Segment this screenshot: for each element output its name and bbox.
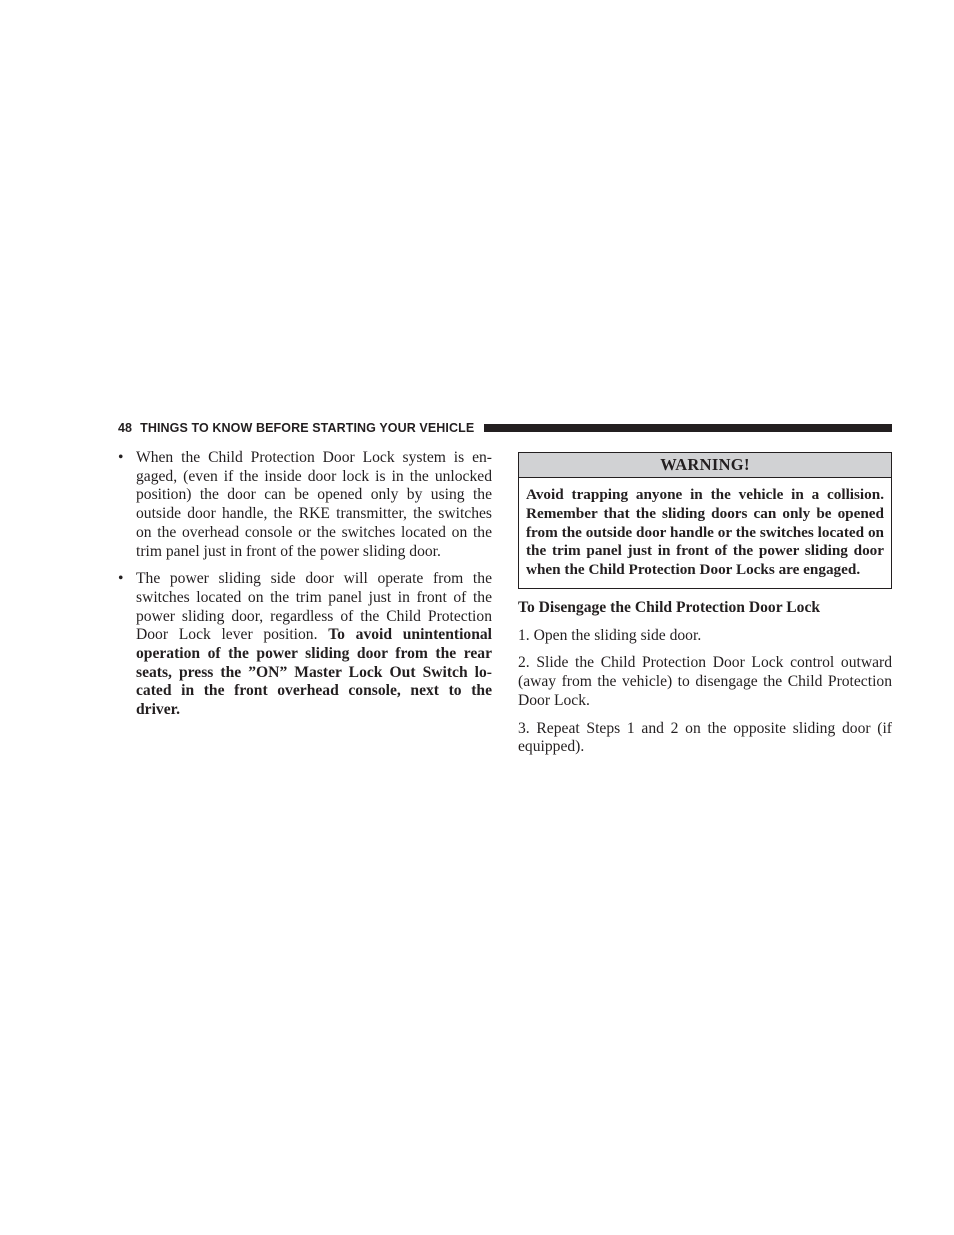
list-item [118,570,492,720]
warning-title: WARNING! [519,453,891,478]
header-text [118,420,474,436]
step-3: 3. Repeat Steps 1 and 2 on the opposite sliding door (if equipped). [518,719,892,756]
left-column [118,449,492,729]
bullet-icon: • [118,449,124,466]
step-2: 2. Slide the Child Protection Door Lock control outward (away from the vehicle) to disengage the Child Protection Door Lock. [518,654,892,709]
list-item [118,449,492,561]
bullet-text: When the Child Protection Door Lock system is en-gaged, (even if the inside door lock is in the unlocked position) the door can be opened only by using the outside door handle, the RKE transmitter, the switches on the overhead console or the switches located on the trim panel just in front of the power sliding door. [136,449,492,560]
bullet-icon: • [118,570,124,588]
page-header [118,419,892,437]
step-1: 1. Open the sliding side door. [518,626,702,644]
page-number: 48 [118,421,133,435]
warning-body: Avoid trapping anyone in the vehicle in a collision. Remember that the sliding doors can only be opened from the outside door handle or the switches located on the trim panel just in front of the power sliding door when the Child Protection Door Locks are engaged. [526,486,884,579]
bullet-text: The power sliding side door will operate from the switches located on the trim panel just in front of the power sliding door, regardless of the Child Protection Door Lock lever position. [136,570,492,644]
bullet-bold-text: To avoid unintentional operation of the power sliding door from the rear seats, press the ”ON” Master Lock Out Switch lo-cated in the front overhead console, next to the driver. [136,626,492,719]
warning-box [518,452,892,589]
section-title: THINGS TO KNOW BEFORE STARTING YOUR VEHICLE [140,421,475,435]
right-column [518,452,892,757]
header-rule [484,424,892,432]
section-subheading: To Disengage the Child Protection Door Lock [518,598,821,616]
